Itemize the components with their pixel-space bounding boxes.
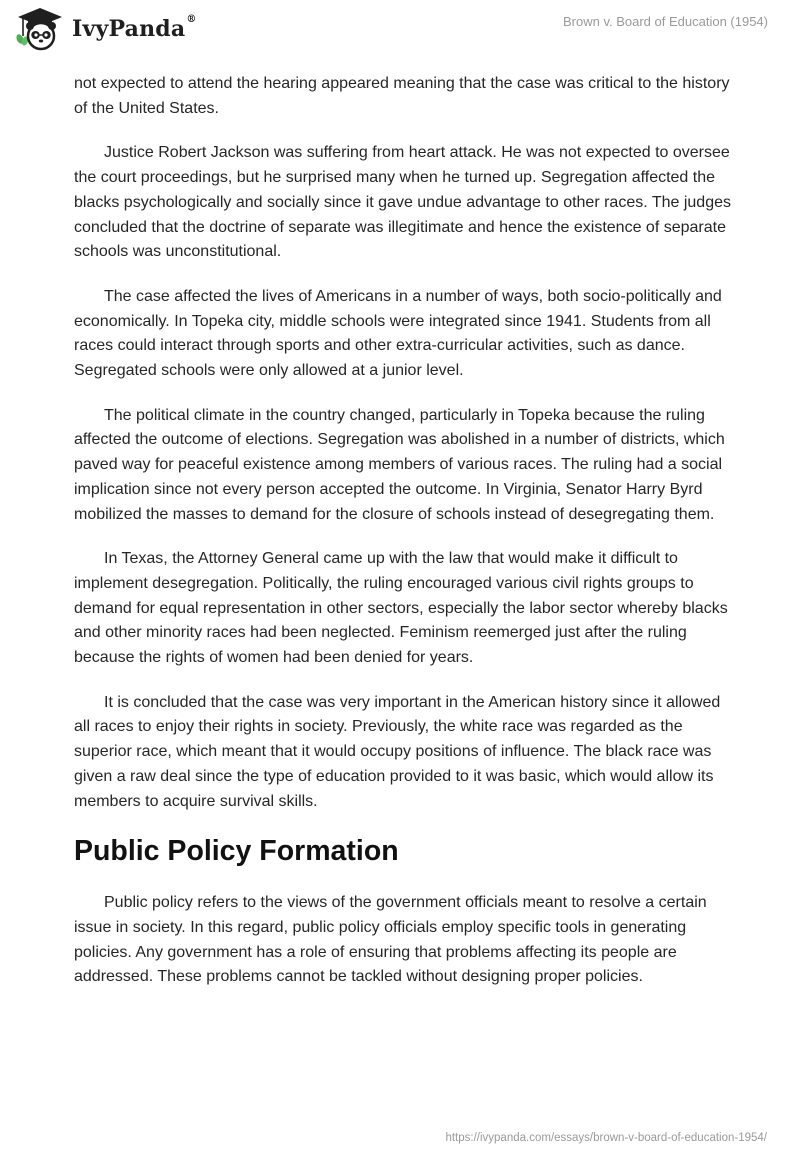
section-heading: Public Policy Formation	[74, 835, 399, 868]
paragraph: Justice Robert Jackson was suffering from heart attack. He was not expected to oversee the court proceedings, but he surprised many when he turned up. Segregation affected the blacks psychologically and socially since it gave undue advantage to other races. The judges concluded that the doctrine of separate was illegitimate and hence the existence of separate schools was unconstitutional.	[74, 144, 731, 261]
panda-graduate-icon	[14, 6, 66, 52]
essay-body	[74, 72, 734, 1010]
source-url[interactable]: https://ivypanda.com/essays/brown-v-board-of-education-1954/	[445, 1132, 767, 1144]
paragraph: The political climate in the country changed, particularly in Topeka because the ruling affected the outcome of elections. Segregation was abolished in a number of districts, which paved way for peaceful existence among members of various races. The ruling had a social implication since not every person accepted the outcome. In Virginia, Senator Harry Byrd mobilized the masses to demand for the closure of schools instead of desegregating them.	[74, 406, 725, 523]
page-header	[0, 0, 800, 70]
paragraph: In Texas, the Attorney General came up with the law that would make it difficult to implement desegregation. Politically, the ruling encouraged various civil rights groups to demand for equal representation in other sectors, especially the labor sector whereby blacks and other minority races had been neglected. Feminism reemerged just after the ruling because the rights of women had been denied for years.	[74, 550, 728, 667]
document-title: Brown v. Board of Education (1954)	[563, 14, 768, 29]
brand-name: IvyPanda®	[72, 14, 197, 42]
paragraph: not expected to attend the hearing appeared meaning that the case was critical to the history of the United States.	[74, 75, 730, 117]
paragraph: Public policy refers to the views of the government officials meant to resolve a certain issue in society. In this regard, public policy officials employ specific tools in generating policies. Any government has a role of ensuring that problems affecting its people are addressed. These problems cannot be tackled without designing proper policies.	[74, 894, 707, 986]
paragraph: It is concluded that the case was very important in the American history since it allowed all races to enjoy their rights in society. Previously, the white race was regarded as the superior race, which meant that it would occupy positions of influence. The black race was given a raw deal since the type of education provided to it was basic, which would allow its members to acquire survival skills.	[74, 693, 721, 810]
paragraph: The case affected the lives of Americans in a number of ways, both socio-politically and economically. In Topeka city, middle schools were integrated since 1941. Students from all races could interact through sports and other extra-curricular activities, such as dance. Segregated schools were only allowed at a junior level.	[74, 287, 722, 380]
ivypanda-logo[interactable]	[14, 6, 197, 52]
